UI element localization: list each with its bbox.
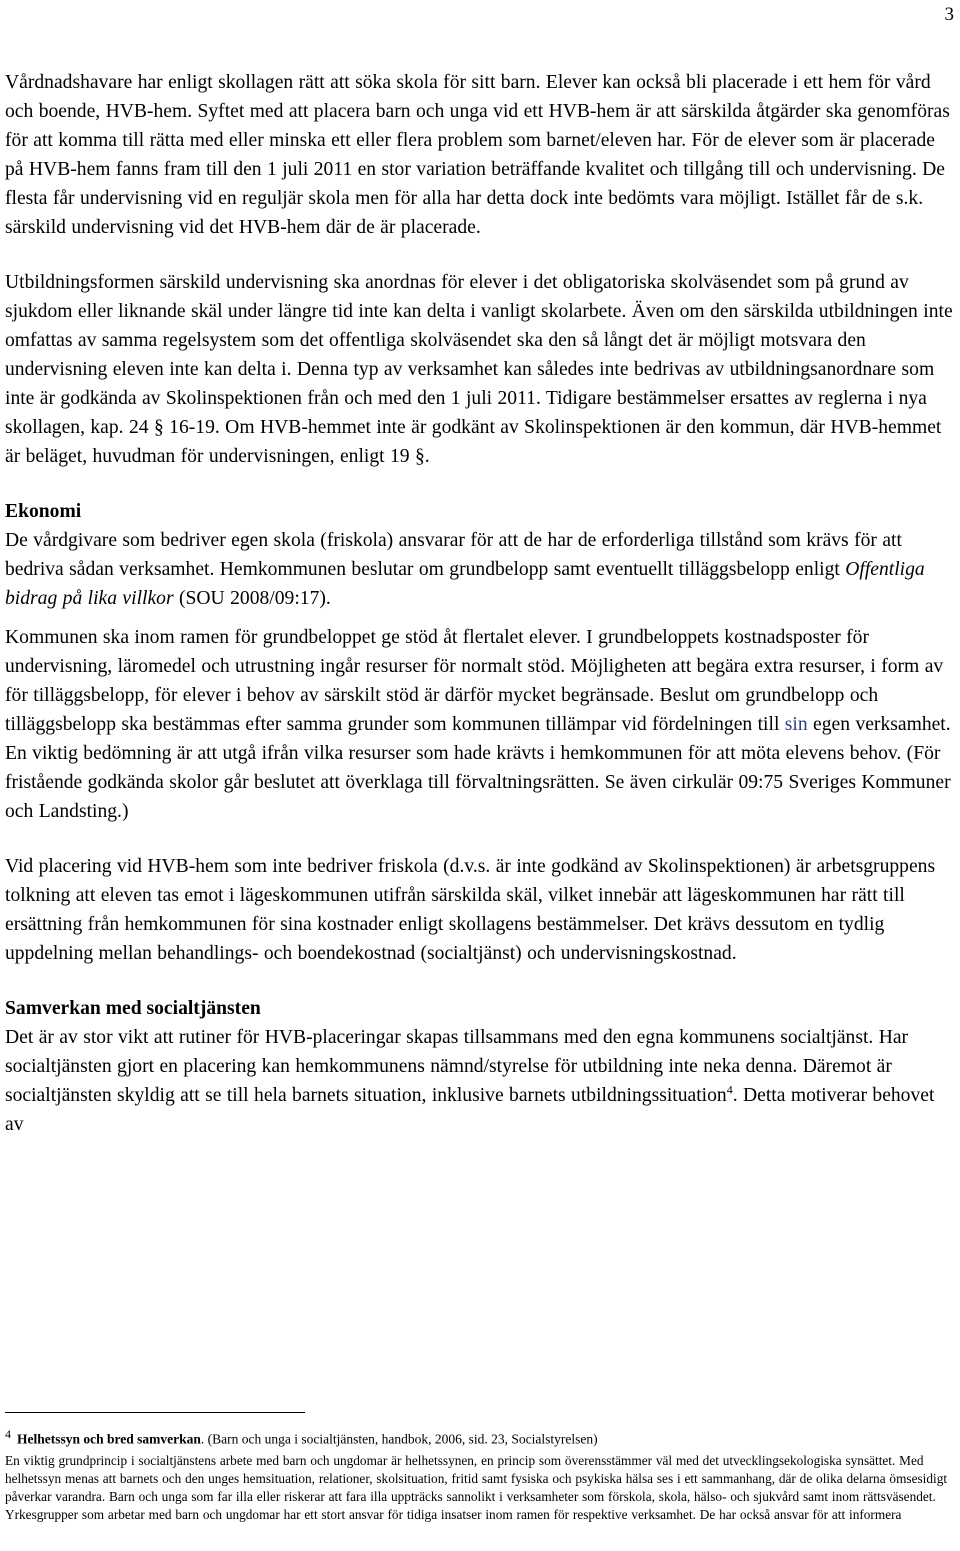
heading-ekonomi: Ekonomi	[5, 501, 82, 522]
paragraph-ekonomi-1	[5, 526, 955, 613]
paragraph-ekonomi-3: Vid placering vid HVB-hem som inte bedriver friskola (d.v.s. är inte godkänd av Skolinspektionen) är arbetsgruppens tolkning att eleven tas emot i lägeskommunen utifrån särskilda skäl, vilket innebär att lägeskommunen har rätt till ersättning från hemkommunen för sina kostnader enligt skollagens bestämmelser. Det krävs dessutom en tydlig uppdelning mellan behandlings- och boendekostnad (socialtjänst) och undervisningskostnad.	[5, 856, 936, 964]
paragraph-samverkan	[5, 1023, 955, 1139]
text-segment: Kommunen ska inom ramen för grundbeloppet ge stöd åt flertalet elever. I grundbeloppets kostnadsposter för undervisning, läromedel och utrustning ingår resurser för normalt stöd. Möjligheten att begära extra resurser, i form av för tilläggsbelopp, för elever i behov av särskilt stöd är därför mycket begränsade. Beslut om grundbelopp och tilläggsbelopp ska bestämmas efter samma grunder som kommunen tillämpar vid fördelningen till	[5, 627, 944, 735]
publication-title: Offentliga bidrag på lika villkor	[5, 559, 925, 609]
text-segment: Det är av stor vikt att rutiner för HVB-placeringar skapas tillsammans med den egna kommunens socialtjänst. Har socialtjänsten gjort en placering kan hemkommunens nämnd/styrelse för utbildning inte neka denna. Däremot är socialtjänsten skyldig att se till hela barnets situation, inklusive barnets utbildningssituation	[5, 1027, 909, 1106]
footnote-title-bold: Helhetssyn och bred samverkan	[17, 1431, 201, 1447]
footnote-number: 4	[5, 1427, 11, 1441]
text-segment: De vårdgivare som bedriver egen skola (friskola) ansvarar för att de har de erforderliga tillstånd som krävs för att bedriva sådan verksamhet. Hemkommunen beslutar om grundbelopp samt eventuellt tilläggsbelopp enligt	[5, 530, 902, 580]
footnote-text: En viktig grundprincip i socialtjänstens arbete med barn och ungdomar är helhetssynen, en princip som överensstämmer väl med det utvecklingsekologiska synsättet. Med helhetssyn menas att barnets och den unges hemsituation, relationer, skolsituation, fritid samt fysiska och psykiska hälsa ses i ett sammanhang, där de olika delarna ömsesidigt påverkar varandra. Barn och unga som far illa eller riskerar att fara illa uppträcks sannolikt i verksamheter som förskola, skola, hälso- och sjukvård samt inom rättsväsendet. Yrkesgrupper som arbetar med barn och ungdomar har ett stort ansvar för tidiga insatser inom ramen för respektive verksamhet. De har också ansvar för att informera	[5, 1452, 948, 1523]
footnote-title	[5, 1422, 960, 1452]
footnote-title-source: . (Barn och unga i socialtjänsten, handbok, 2006, sid. 23, Socialstyrelsen)	[200, 1431, 598, 1447]
footnote-separator	[5, 1412, 305, 1413]
text-segment: . Detta motiverar behovet av	[5, 1085, 935, 1135]
page-number: 3	[944, 4, 954, 25]
heading-samverkan: Samverkan med socialtjänsten	[5, 998, 261, 1019]
text-segment: (SOU 2008/09:17).	[173, 588, 331, 609]
text-segment: egen verksamhet. En viktig bedömning är att utgå ifrån vilka resurser som hade krävts i hemkommunen för att möta elevens behov. (För fristående godkända skolor går beslutet att överklaga till förvaltningsrätten. Se även cirkulär 09:75 Sveriges Kommuner och Landsting.)	[5, 714, 951, 822]
paragraph-ekonomi-2	[5, 623, 955, 826]
footnote-reference[interactable]: 4	[726, 1082, 733, 1097]
highlighted-word: sin	[784, 714, 808, 735]
paragraph-special-education: Utbildningsformen särskild undervisning ska anordnas för elever i det obligatoriska skolväsendet som på grund av sjukdom eller liknande skäl under längre tid inte kan delta i vanligt skolarbete. Även om den särskilda utbildningen inte omfattas av samma regelsystem som det offentliga skolväsendet ska den så långt det är möjligt motsvara den undervisning eleven inte kan delta i. Denna typ av verksamhet kan således inte bedrivas av utbildningsanordnare som inte är godkända av Skolinspektionen från och med den 1 juli 2011. Tidigare bestämmelser ersattes av reglerna i nya skollagen, kap. 24 § 16-19. Om HVB-hemmet inte är godkänt av Skolinspektionen är den kommun, där HVB-hemmet är beläget, huvudman för undervisningen, enligt 19 §.	[5, 272, 953, 467]
document-body	[5, 68, 955, 1139]
footnote-section	[5, 1422, 960, 1525]
paragraph-placement: Vårdnadshavare har enligt skollagen rätt att söka skola för sitt barn. Elever kan också bli placerade i ett hem för vård och boende, HVB-hem. Syftet med att placera barn och unga vid ett HVB-hem är att särskilda åtgärder ska genomföras för att komma till rätta med eller minska ett eller flera problem som barnet/eleven har. För de elever som är placerade på HVB-hem fanns fram till den 1 juli 2011 en stor variation beträffande kvalitet och tillgång till och undervisning. De flesta får undervisning vid en reguljär skola men för alla har detta dock inte bedömts vara möjligt. Istället får de s.k. särskild undervisning vid det HVB-hem där de är placerade.	[5, 72, 950, 238]
